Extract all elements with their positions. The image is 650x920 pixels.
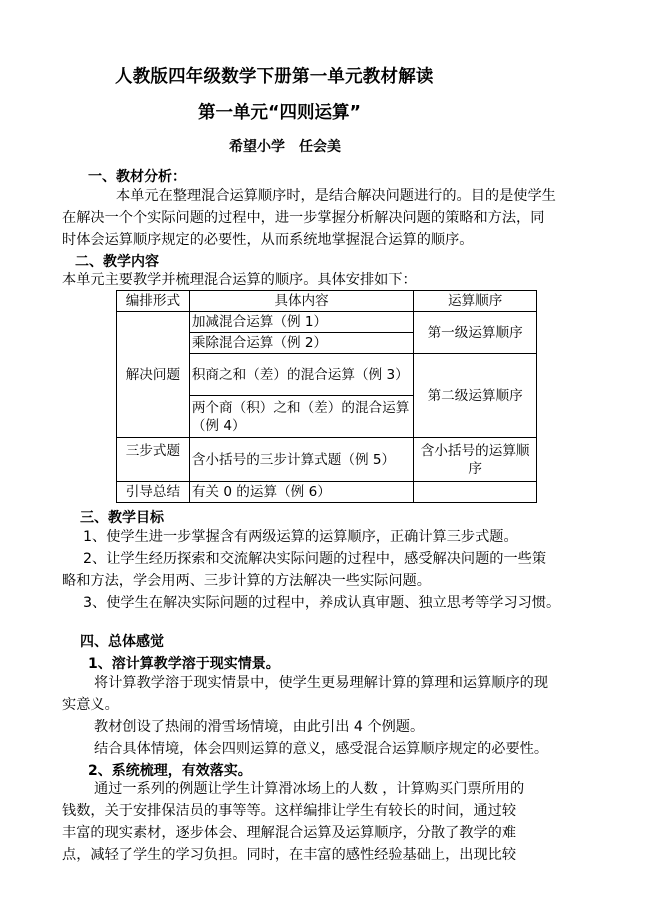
- table-header-order: 运算顺序: [414, 291, 537, 312]
- table-cell-content: 加减混合运算（例 1）: [189, 312, 413, 333]
- section-1-heading: 一、教材分析：: [88, 169, 186, 185]
- table-cell-form-three-step: 三步式题: [117, 438, 190, 482]
- section-4-para-4-line-3: 丰富的现实素材，逐步体会、理解混合运算及运算顺序，分散了教学的难: [62, 825, 517, 841]
- table-cell-order: 第一级运算顺序: [414, 312, 537, 354]
- document-title: 人教版四年级数学下册第一单元教材解读: [115, 67, 434, 87]
- section-3-heading: 三、教学目标: [80, 510, 164, 526]
- table-cell-content: 含小括号的三步计算式题（例 5）: [189, 438, 413, 482]
- section-4-para-4-line-4: 点，减轻了学生的学习负担。同时，在丰富的感性经验基础上，出现比较: [62, 847, 517, 863]
- table-header-content: 具体内容: [189, 291, 413, 312]
- section-4-subheading-1: 1、溶计算教学溶于现实情景。: [88, 656, 280, 672]
- table-header-form: 编排形式: [117, 291, 190, 312]
- document-subtitle: 第一单元“四则运算”: [198, 103, 362, 123]
- section-4-para-2: 教材创设了热闹的滑雪场情境，由此引出 4 个例题。: [94, 719, 425, 735]
- table-cell-order: 第二级运算顺序: [414, 354, 537, 438]
- author-line: 希望小学 任会美: [229, 139, 341, 155]
- section-4-para-4-line-1: 通过一系列的例题让学生计算滑冰场上的人数 ，计算购买门票所用的: [94, 781, 525, 797]
- section-1-line-3: 时体会运算顺序规定的必要性，从而系统地掌握混合运算的顺序。: [62, 232, 474, 248]
- section-2-intro: 本单元主要教学并梳理混合运算的顺序。具体安排如下：: [62, 272, 417, 288]
- section-4-subheading-2: 2、系统梳理，有效落实。: [88, 763, 252, 779]
- section-4-para-3: 结合具体情境，体会四则运算的意义，感受混合运算顺序规定的必要性。: [94, 741, 549, 757]
- section-4-para-1-line-2: 实意义。: [62, 697, 119, 713]
- table-cell-form-solve: 解决问题: [117, 312, 190, 438]
- table-cell-form-summary: 引导总结: [117, 482, 190, 503]
- section-4-para-4-line-2: 钱数，关于安排保洁员的事等等。这样编排让学生有较长的时间，通过较: [62, 803, 517, 819]
- section-4-para-1-line-1: 将计算教学溶于现实情景中，使学生更易理解计算的算理和运算顺序的现: [94, 675, 549, 691]
- section-3-goal-3: 3、使学生在解决实际问题的过程中，养成认真审题、独立思考等学习习惯。: [83, 595, 561, 611]
- table-cell-order: 含小括号的运算顺序: [414, 438, 537, 482]
- table-cell-content: 有关 0 的运算（例 6）: [189, 482, 413, 503]
- table-cell-content: 两个商（积）之和（差）的混合运算（例 4）: [189, 396, 413, 438]
- table-cell-content: 乘除混合运算（例 2）: [189, 333, 413, 354]
- table-cell-content: 积商之和（差）的混合运算（例 3）: [189, 354, 413, 396]
- section-2-heading: 二、教学内容: [75, 254, 159, 270]
- section-3-goal-2: 2、让学生经历探索和交流解决实际问题的过程中，感受解决问题的一些策: [83, 551, 547, 567]
- section-1-line-2: 在解决一个个实际问题的过程中，进一步掌握分析解决问题的策略和方法，同: [62, 210, 545, 226]
- section-4-heading: 四、总体感觉: [80, 634, 164, 650]
- table-cell-empty: [414, 482, 537, 503]
- section-1-line-1: 本单元在整理混合运算顺序时，是结合解决问题进行的。目的是使学生: [116, 188, 556, 204]
- section-3-goal-2-cont: 略和方法，学会用两、三步计算的方法解决一些实际问题。: [62, 573, 431, 589]
- section-3-goal-1: 1、使学生进一步掌握含有两级运算的运算顺序，正确计算三步式题。: [83, 529, 518, 545]
- content-table: [116, 290, 537, 503]
